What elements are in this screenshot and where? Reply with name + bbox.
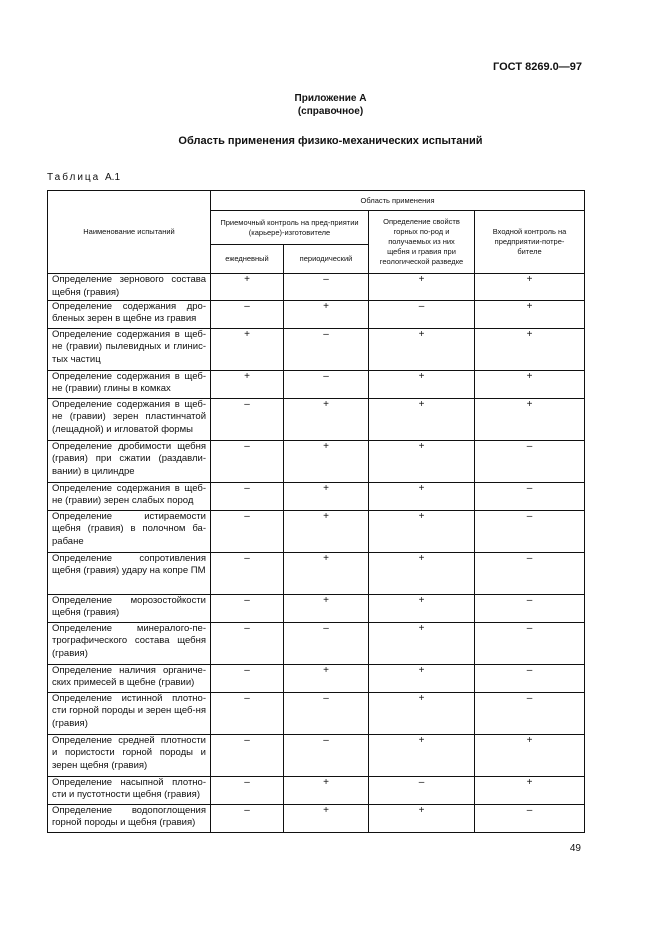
header-acceptance-control: Приемочный контроль на пред-приятии (карьере)-изготовителе bbox=[211, 211, 369, 245]
header-periodic: периодический bbox=[284, 245, 369, 274]
table-row bbox=[48, 398, 585, 440]
header-daily: ежедневный bbox=[211, 245, 284, 274]
geology-mark-cell: + bbox=[369, 482, 475, 510]
table-row bbox=[48, 692, 585, 734]
table-body bbox=[48, 274, 585, 833]
table-row bbox=[48, 510, 585, 552]
daily-mark-cell: – bbox=[211, 622, 284, 664]
test-name-cell: Определение зернового состава щебня (гравия) bbox=[48, 274, 211, 301]
incoming-mark-cell: + bbox=[475, 328, 585, 370]
incoming-mark-cell: + bbox=[475, 776, 585, 804]
table-caption-number: А.1 bbox=[105, 172, 121, 183]
appendix-note: (справочное) bbox=[297, 106, 364, 117]
geology-mark-cell: – bbox=[369, 776, 475, 804]
daily-mark-cell: – bbox=[211, 776, 284, 804]
incoming-mark-cell: + bbox=[475, 274, 585, 301]
table-row bbox=[48, 552, 585, 594]
test-name-cell: Определение дробимости щебня (гравия) при сжатии (раздавли-вании) в цилиндре bbox=[48, 440, 211, 482]
table-row bbox=[48, 300, 585, 328]
test-name-cell: Определение водопоглощения горной породы и щебня (гравия) bbox=[48, 804, 211, 832]
incoming-mark-cell: + bbox=[475, 300, 585, 328]
test-name-cell: Определение сопротивления щебня (гравия) удару на копре ПМ bbox=[48, 552, 211, 594]
header-incoming-control: Входной контроль на предприятии-потре-бителе bbox=[475, 211, 585, 274]
test-name-cell: Определение минералого-пе-трографического состава щебня (гравия) bbox=[48, 622, 211, 664]
page-number: 49 bbox=[569, 843, 581, 854]
geology-mark-cell: – bbox=[369, 300, 475, 328]
incoming-mark-cell: – bbox=[475, 510, 585, 552]
periodic-mark-cell: – bbox=[284, 328, 369, 370]
periodic-mark-cell: + bbox=[284, 552, 369, 594]
standard-number: ГОСТ 8269.0—97 bbox=[493, 61, 582, 73]
periodic-mark-cell: + bbox=[284, 440, 369, 482]
incoming-mark-cell: – bbox=[475, 482, 585, 510]
geology-mark-cell: + bbox=[369, 804, 475, 832]
test-name-cell: Определение средней плотности и пористости горной породы и зерен щебня (гравия) bbox=[48, 734, 211, 776]
incoming-mark-cell: + bbox=[475, 734, 585, 776]
table-caption bbox=[47, 172, 120, 183]
incoming-mark-cell: – bbox=[475, 552, 585, 594]
incoming-mark-cell: – bbox=[475, 664, 585, 692]
geology-mark-cell: + bbox=[369, 274, 475, 301]
test-name-cell: Определение содержания дро-бленых зерен в щебне из гравия bbox=[48, 300, 211, 328]
daily-mark-cell: – bbox=[211, 482, 284, 510]
geology-mark-cell: + bbox=[369, 552, 475, 594]
test-name-cell: Определение содержания в щеб-не (гравии) пылевидных и глинис-тых частиц bbox=[48, 328, 211, 370]
incoming-mark-cell: – bbox=[475, 692, 585, 734]
appendix-heading bbox=[0, 92, 661, 118]
test-name-cell: Определение насыпной плотно-сти и пустотности щебня (гравия) bbox=[48, 776, 211, 804]
test-name-cell: Определение содержания в щеб-не (гравии) зерен пластинчатой (лещадной) и игловатой формы bbox=[48, 398, 211, 440]
geology-mark-cell: + bbox=[369, 440, 475, 482]
daily-mark-cell: + bbox=[211, 370, 284, 398]
application-table bbox=[47, 190, 585, 833]
appendix-title: Приложение А bbox=[294, 93, 367, 104]
table-row bbox=[48, 622, 585, 664]
periodic-mark-cell: – bbox=[284, 274, 369, 301]
periodic-mark-cell: – bbox=[284, 692, 369, 734]
daily-mark-cell: – bbox=[211, 510, 284, 552]
geology-mark-cell: + bbox=[369, 664, 475, 692]
geology-mark-cell: + bbox=[369, 510, 475, 552]
test-name-cell: Определение истинной плотно-сти горной породы и зерен щеб-ня (гравия) bbox=[48, 692, 211, 734]
geology-mark-cell: + bbox=[369, 370, 475, 398]
geology-mark-cell: + bbox=[369, 398, 475, 440]
incoming-mark-cell: + bbox=[475, 370, 585, 398]
periodic-mark-cell: + bbox=[284, 776, 369, 804]
header-geology: Определение свойств горных по-род и получаемых из них щебня и гравия при геологической разведке bbox=[369, 211, 475, 274]
geology-mark-cell: + bbox=[369, 734, 475, 776]
daily-mark-cell: – bbox=[211, 552, 284, 594]
incoming-mark-cell: – bbox=[475, 594, 585, 622]
daily-mark-cell: – bbox=[211, 594, 284, 622]
table-row bbox=[48, 776, 585, 804]
table-row bbox=[48, 664, 585, 692]
daily-mark-cell: – bbox=[211, 804, 284, 832]
test-name-cell: Определение морозостойкости щебня (гравия) bbox=[48, 594, 211, 622]
geology-mark-cell: + bbox=[369, 594, 475, 622]
daily-mark-cell: – bbox=[211, 664, 284, 692]
table-row bbox=[48, 734, 585, 776]
test-name-cell: Определение истираемости щебня (гравия) в полочном ба-рабане bbox=[48, 510, 211, 552]
incoming-mark-cell: – bbox=[475, 440, 585, 482]
table-caption-word: Таблица bbox=[47, 172, 101, 183]
periodic-mark-cell: – bbox=[284, 622, 369, 664]
section-title: Область применения физико-механических испытаний bbox=[178, 135, 483, 147]
table-row bbox=[48, 328, 585, 370]
table-row bbox=[48, 370, 585, 398]
table-row bbox=[48, 804, 585, 832]
daily-mark-cell: – bbox=[211, 734, 284, 776]
test-name-cell: Определение содержания в щеб-не (гравии) зерен слабых пород bbox=[48, 482, 211, 510]
table-row bbox=[48, 440, 585, 482]
incoming-mark-cell: + bbox=[475, 398, 585, 440]
table-row bbox=[48, 274, 585, 301]
periodic-mark-cell: + bbox=[284, 804, 369, 832]
periodic-mark-cell: + bbox=[284, 300, 369, 328]
incoming-mark-cell: – bbox=[475, 622, 585, 664]
periodic-mark-cell: + bbox=[284, 594, 369, 622]
daily-mark-cell: – bbox=[211, 398, 284, 440]
header-application-area: Область применения bbox=[211, 191, 585, 211]
periodic-mark-cell: + bbox=[284, 398, 369, 440]
periodic-mark-cell: + bbox=[284, 482, 369, 510]
daily-mark-cell: – bbox=[211, 692, 284, 734]
daily-mark-cell: + bbox=[211, 328, 284, 370]
incoming-mark-cell: – bbox=[475, 804, 585, 832]
geology-mark-cell: + bbox=[369, 622, 475, 664]
table-row bbox=[48, 482, 585, 510]
header-test-name: Наименование испытаний bbox=[48, 191, 211, 274]
test-name-cell: Определение содержания в щеб-не (гравии) глины в комках bbox=[48, 370, 211, 398]
geology-mark-cell: + bbox=[369, 328, 475, 370]
periodic-mark-cell: – bbox=[284, 734, 369, 776]
daily-mark-cell: + bbox=[211, 274, 284, 301]
table-row bbox=[48, 594, 585, 622]
periodic-mark-cell: + bbox=[284, 664, 369, 692]
periodic-mark-cell: + bbox=[284, 510, 369, 552]
daily-mark-cell: – bbox=[211, 300, 284, 328]
test-name-cell: Определение наличия органиче-ских примесей в щебне (гравии) bbox=[48, 664, 211, 692]
periodic-mark-cell: – bbox=[284, 370, 369, 398]
daily-mark-cell: – bbox=[211, 440, 284, 482]
geology-mark-cell: + bbox=[369, 692, 475, 734]
